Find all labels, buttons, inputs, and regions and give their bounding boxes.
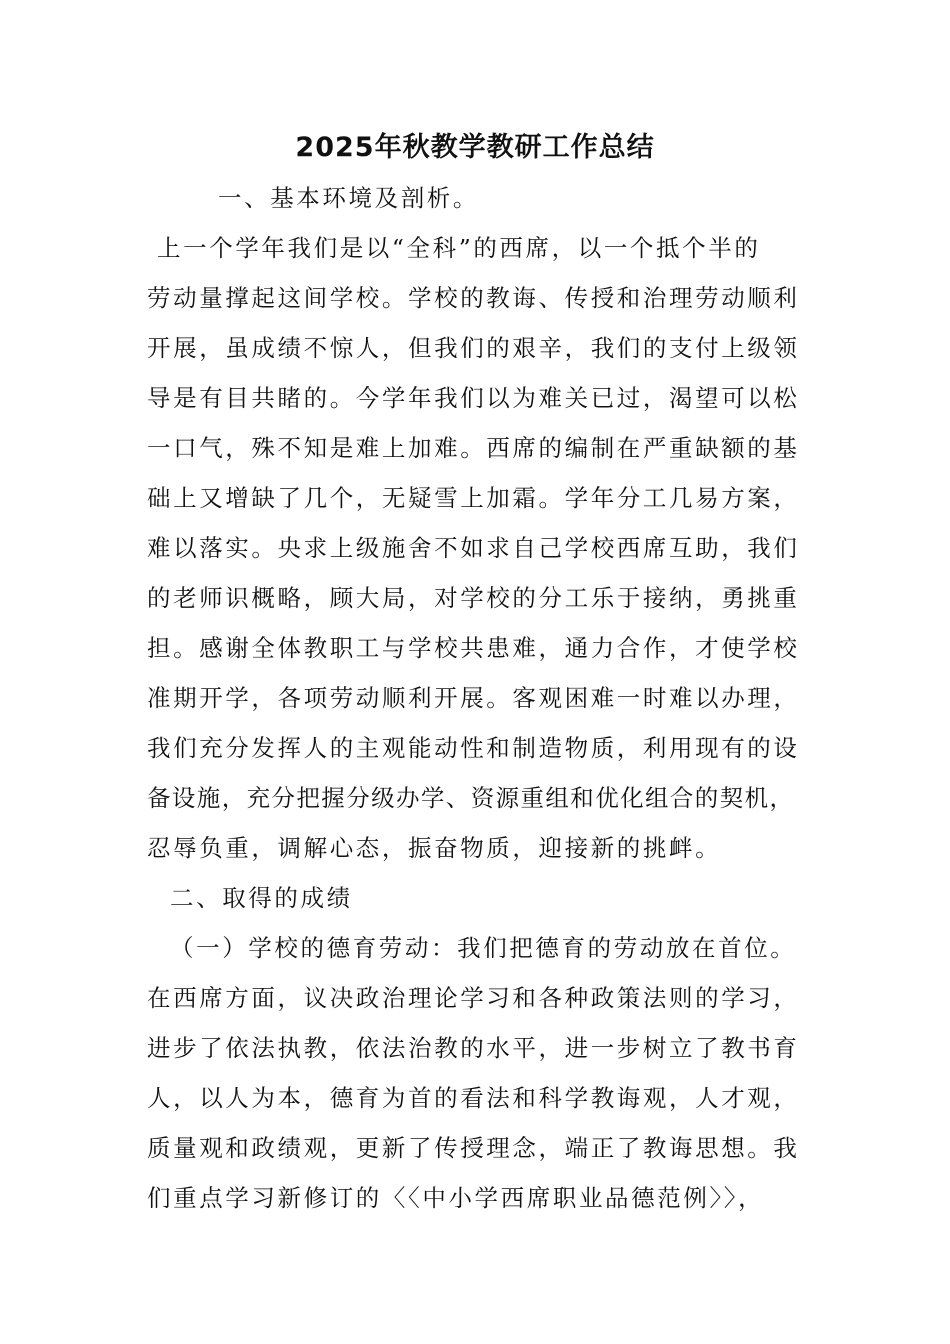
paragraph-line: 担。感谢全体教职工与学校共患难，通力合作，才使学校 — [147, 634, 800, 662]
paragraph-line: 准期开学，各项劳动顺利开展。客观困难一时难以办理， — [147, 684, 800, 712]
paragraph-line: 们重点学习新修订的〈〈中小学西席职业品德范例〉〉， — [147, 1184, 765, 1212]
section-heading-basic-situation: 一、基本环境及剖析。 — [218, 184, 479, 212]
paragraph-line: 导是有目共睹的。今学年我们以为难关已过，渴望可以松 — [147, 384, 800, 412]
paragraph-line: 进步了依法执教，依法治教的水平，进一步树立了教书育 — [147, 1034, 800, 1062]
paragraph-line: 劳动量撑起这间学校。学校的教诲、传授和治理劳动顺利 — [147, 284, 800, 312]
document-title: 2025年秋教学教研工作总结 — [295, 132, 655, 163]
section-heading-achievements: 二、取得的成绩 — [170, 884, 353, 912]
paragraph-line: 础上又增缺了几个，无疑雪上加霜。学年分工几易方案， — [147, 484, 800, 512]
paragraph-line: 在西席方面，议决政治理论学习和各种政策法则的学习， — [147, 984, 800, 1012]
paragraph-line: 备设施，充分把握分级办学、资源重组和优化组合的契机， — [147, 784, 795, 812]
paragraph-line: 开展，虽成绩不惊人，但我们的艰辛，我们的支付上级领 — [147, 334, 800, 362]
paragraph-line: 质量观和政绩观，更新了传授理念，端正了教诲思想。我 — [147, 1134, 800, 1162]
paragraph-line: 的老师识概略，顾大局，对学校的分工乐于接纳，勇挑重 — [147, 584, 800, 612]
paragraph-line: 我们充分发挥人的主观能动性和制造物质，利用现有的设 — [147, 734, 800, 762]
paragraph-line: 上一个学年我们是以“全科”的西席，以一个抵个半的 — [157, 234, 761, 262]
paragraph-line: 一口气，殊不知是难上加难。西席的编制在严重缺额的基 — [147, 434, 800, 462]
subsection-heading-moral-education: （一）学校的德育劳动：我们把德育的劳动放在首位。 — [170, 934, 797, 962]
paragraph-line: 忍辱负重，调解心态，振奋物质，迎接新的挑衅。 — [147, 834, 722, 862]
paragraph-line: 难以落实。央求上级施舍不如求自己学校西席互助，我们 — [147, 534, 800, 562]
paragraph-line: 人，以人为本，德育为首的看法和科学教诲观，人才观， — [147, 1084, 800, 1112]
